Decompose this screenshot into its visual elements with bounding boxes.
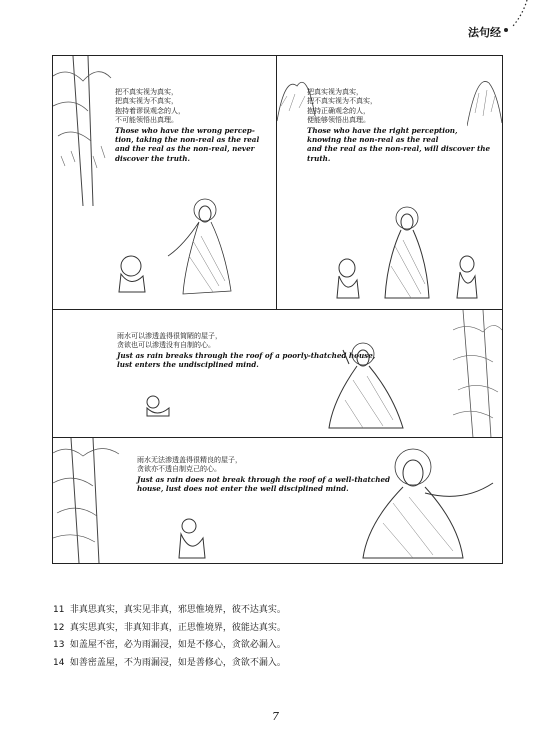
panel-wrong-perception: [53, 56, 277, 310]
verse-number: 12: [53, 622, 65, 633]
tree-illustration: [53, 56, 113, 206]
caption-zh-line: 不可能领悟出真理。: [115, 116, 178, 125]
dotted-curve-decoration: [505, 0, 535, 28]
caption-en-line: discover the truth.: [115, 153, 191, 163]
panel-poorly-thatched-house: [53, 310, 502, 438]
caption-zh-line: 把不真实视为不真实，: [307, 97, 377, 106]
caption-en-line: Just as rain does not break through the roof of a well-thatched: [137, 474, 391, 484]
caption-en-line: Those who have the right perception,: [307, 125, 458, 135]
caption-en-line: and the real as the non-real, will discover the: [307, 144, 491, 154]
seated-buddha-illustration: [323, 340, 413, 435]
seated-buddha-illustration: [343, 443, 498, 561]
caption-zh-line: 把真实视为真实，: [307, 88, 363, 96]
panel-1-caption: [115, 88, 259, 163]
caption-zh-line: 雨水无法渗透盖得很精良的屋子，: [137, 456, 242, 464]
verse-number: 11: [53, 605, 65, 615]
tree-illustration: [53, 438, 123, 563]
book-title: 法句经: [468, 26, 501, 39]
caption-zh-line: 把不真实视为真实，: [115, 88, 178, 96]
panel-well-thatched-house: [53, 438, 502, 563]
caption-en-line: lust enters the undisciplined mind.: [117, 360, 259, 370]
verse-line: [53, 620, 493, 638]
buddha-with-disciples-illustration: [317, 206, 497, 306]
comic-page: [52, 55, 503, 564]
caption-zh-line: 雨水可以渗透盖得很简陋的屋子，: [117, 332, 222, 340]
caption-en-line: truth.: [307, 153, 331, 163]
verse-line: [53, 602, 493, 620]
verse-text: 非真思真实，真实见非真，邪思惟境界，彼不达真实。: [69, 605, 286, 615]
caption-en-line: Those who have the wrong percep-: [115, 125, 255, 135]
caption-zh-line: 贪欲也可以渗透没有自制的心。: [117, 341, 215, 350]
verse-number: 13: [53, 640, 65, 650]
bullet-dot-icon: [502, 26, 510, 34]
verse-text: 真实思真实，非真知非真，正思惟境界，彼能达真实。: [69, 622, 286, 633]
caption-zh-line: 贪欲亦不透自制克己的心。: [137, 465, 221, 474]
kneeling-disciple-illustration: [171, 516, 211, 561]
caption-zh-line: 抱持正确观念的人，: [307, 106, 370, 115]
page-number: 7: [272, 710, 279, 723]
buddha-teaching-illustration: [113, 196, 263, 306]
verse-text: 如善密盖屋，不为雨漏浸，如是善修心，贪欲不漏入。: [69, 657, 286, 668]
caption-zh-line: 抱持着谬误观念的人，: [115, 106, 185, 115]
panel-2-caption: [307, 88, 490, 163]
verse-list: [53, 602, 493, 672]
caption-en-line: knowing the non-real as the real: [307, 135, 439, 145]
verse-number: 14: [53, 657, 65, 668]
caption-en-line: Just as rain breaks through the roof of a poorly-thatched house,: [117, 350, 376, 360]
caption-zh-line: 把真实视为不真实，: [115, 97, 178, 106]
verse-text: 如盖屋不密，必为雨漏浸，如是不修心，贪欲必漏入。: [69, 640, 286, 650]
kneeling-disciple-illustration: [143, 390, 173, 420]
foliage-illustration: [453, 310, 502, 438]
caption-en-line: house, lust does not enter the well disciplined mind.: [137, 484, 349, 494]
verse-line: [53, 655, 493, 673]
caption-en-line: tion, taking the non-real as the real: [115, 135, 260, 145]
caption-zh-line: 便能够领悟出真理。: [307, 116, 370, 125]
panel-right-perception: [277, 56, 502, 310]
caption-en-line: and the real as the non-real, never: [115, 144, 255, 154]
verse-line: [53, 637, 493, 655]
